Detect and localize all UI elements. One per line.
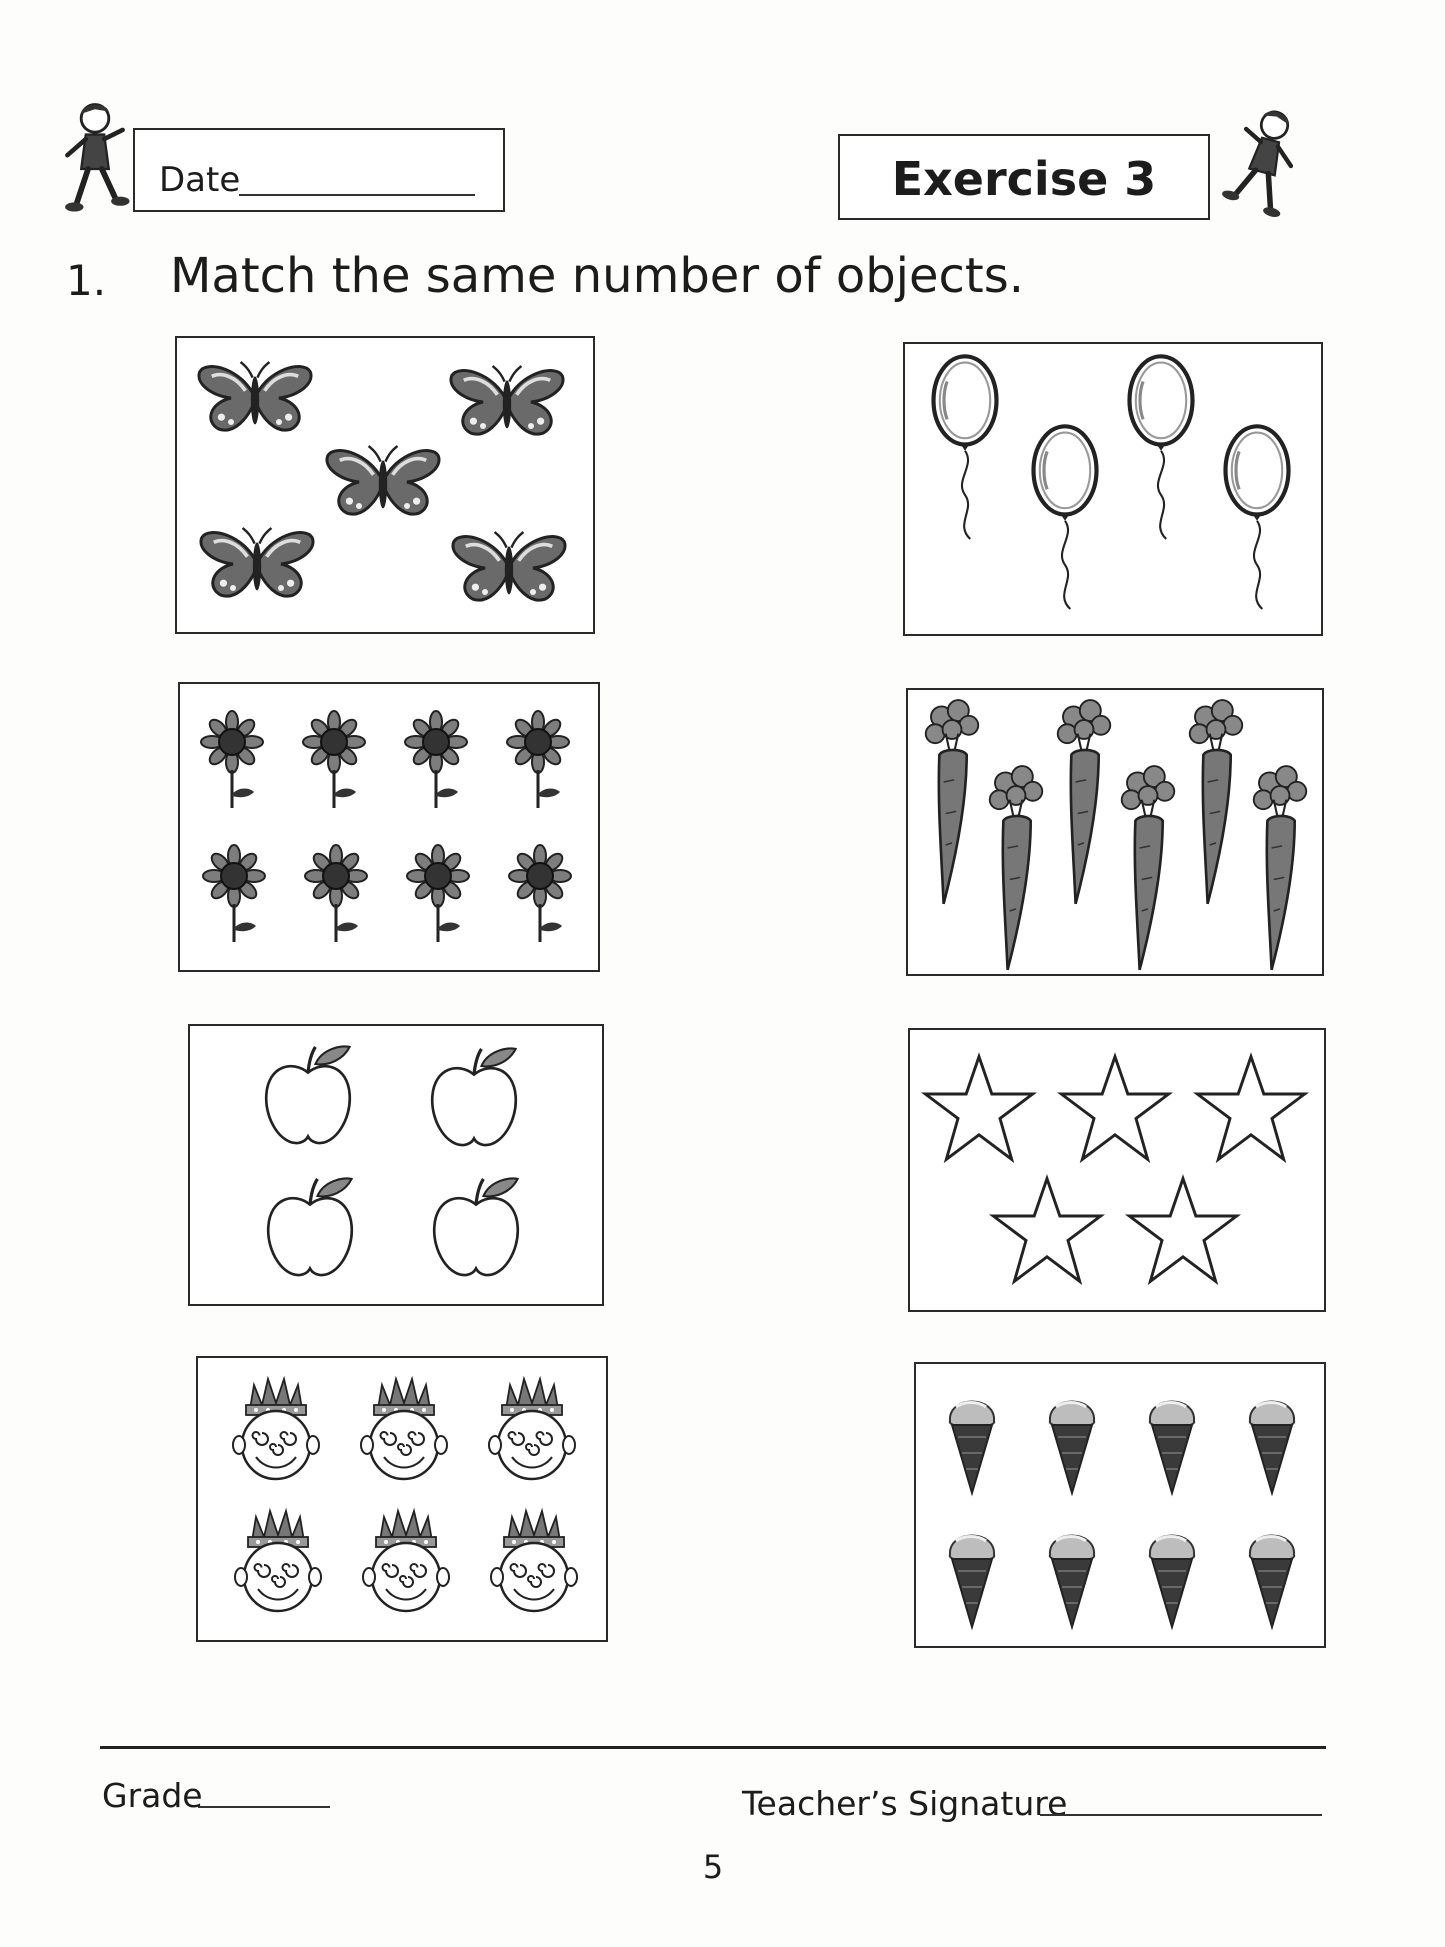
butterfly-icon	[195, 358, 315, 438]
apple-box[interactable]	[188, 1024, 604, 1306]
ice-cream-box[interactable]	[914, 1362, 1326, 1648]
ice-cream-icon	[1142, 1376, 1202, 1498]
butterfly-icon	[197, 524, 317, 604]
clown-face-icon	[484, 1506, 584, 1618]
date-label: Date	[159, 160, 241, 200]
sunflower-icon	[296, 844, 376, 944]
clown-face-icon	[354, 1374, 454, 1486]
ice-cream-icon	[1042, 1510, 1102, 1632]
star-icon	[920, 1052, 1038, 1164]
grade-field[interactable]	[198, 1806, 330, 1808]
sunflower-icon	[498, 710, 578, 810]
carrot-icon	[1248, 764, 1312, 974]
question-number: 1.	[66, 256, 107, 305]
ice-cream-icon	[1042, 1376, 1102, 1498]
butterfly-box[interactable]	[175, 336, 595, 634]
running-kid-icon	[60, 100, 130, 215]
sunflower-icon	[294, 710, 374, 810]
clown-face-icon	[226, 1374, 326, 1486]
balloon-icon	[1215, 420, 1299, 630]
date-field[interactable]	[239, 194, 475, 196]
sunflower-box[interactable]	[178, 682, 600, 972]
signature-field[interactable]	[1040, 1814, 1322, 1816]
star-icon	[1124, 1174, 1242, 1286]
clown-face-icon	[356, 1506, 456, 1618]
carrot-icon	[1184, 698, 1248, 908]
balloon-icon	[1023, 420, 1107, 630]
ice-cream-icon	[942, 1376, 1002, 1498]
grade-label: Grade	[102, 1776, 203, 1815]
balloon-icon	[923, 350, 1007, 560]
butterfly-icon	[447, 362, 567, 442]
clown-face-icon	[228, 1506, 328, 1618]
footer-divider	[100, 1746, 1326, 1749]
star-icon	[988, 1174, 1106, 1286]
butterfly-icon	[323, 442, 443, 522]
ice-cream-icon	[1242, 1510, 1302, 1632]
carrot-icon	[984, 764, 1048, 974]
sunflower-icon	[500, 844, 580, 944]
apple-icon	[426, 1044, 522, 1152]
sunflower-icon	[192, 710, 272, 810]
carrot-icon	[1116, 764, 1180, 974]
sunflower-icon	[398, 844, 478, 944]
star-icon	[1056, 1052, 1174, 1164]
carrot-icon	[920, 698, 984, 908]
butterfly-icon	[449, 528, 569, 608]
sunflower-icon	[194, 844, 274, 944]
clown-face-box[interactable]	[196, 1356, 608, 1642]
ice-cream-icon	[942, 1510, 1002, 1632]
star-box[interactable]	[908, 1028, 1326, 1312]
date-box	[133, 128, 505, 212]
sunflower-icon	[396, 710, 476, 810]
carrot-box[interactable]	[906, 688, 1324, 976]
exercise-title: Exercise 3	[891, 152, 1157, 206]
question-text: Match the same number of objects.	[170, 248, 1025, 304]
star-icon	[1192, 1052, 1310, 1164]
clown-face-icon	[482, 1374, 582, 1486]
ice-cream-icon	[1142, 1510, 1202, 1632]
ice-cream-icon	[1242, 1376, 1302, 1498]
signature-label: Teacher’s Signature	[742, 1784, 1068, 1823]
carrot-icon	[1052, 698, 1116, 908]
apple-icon	[262, 1174, 358, 1282]
balloon-icon	[1119, 350, 1203, 560]
apple-icon	[428, 1174, 524, 1282]
page-number: 5	[702, 1848, 724, 1886]
balloon-box[interactable]	[903, 342, 1323, 636]
apple-icon	[260, 1042, 356, 1150]
exercise-title-box	[838, 134, 1210, 220]
